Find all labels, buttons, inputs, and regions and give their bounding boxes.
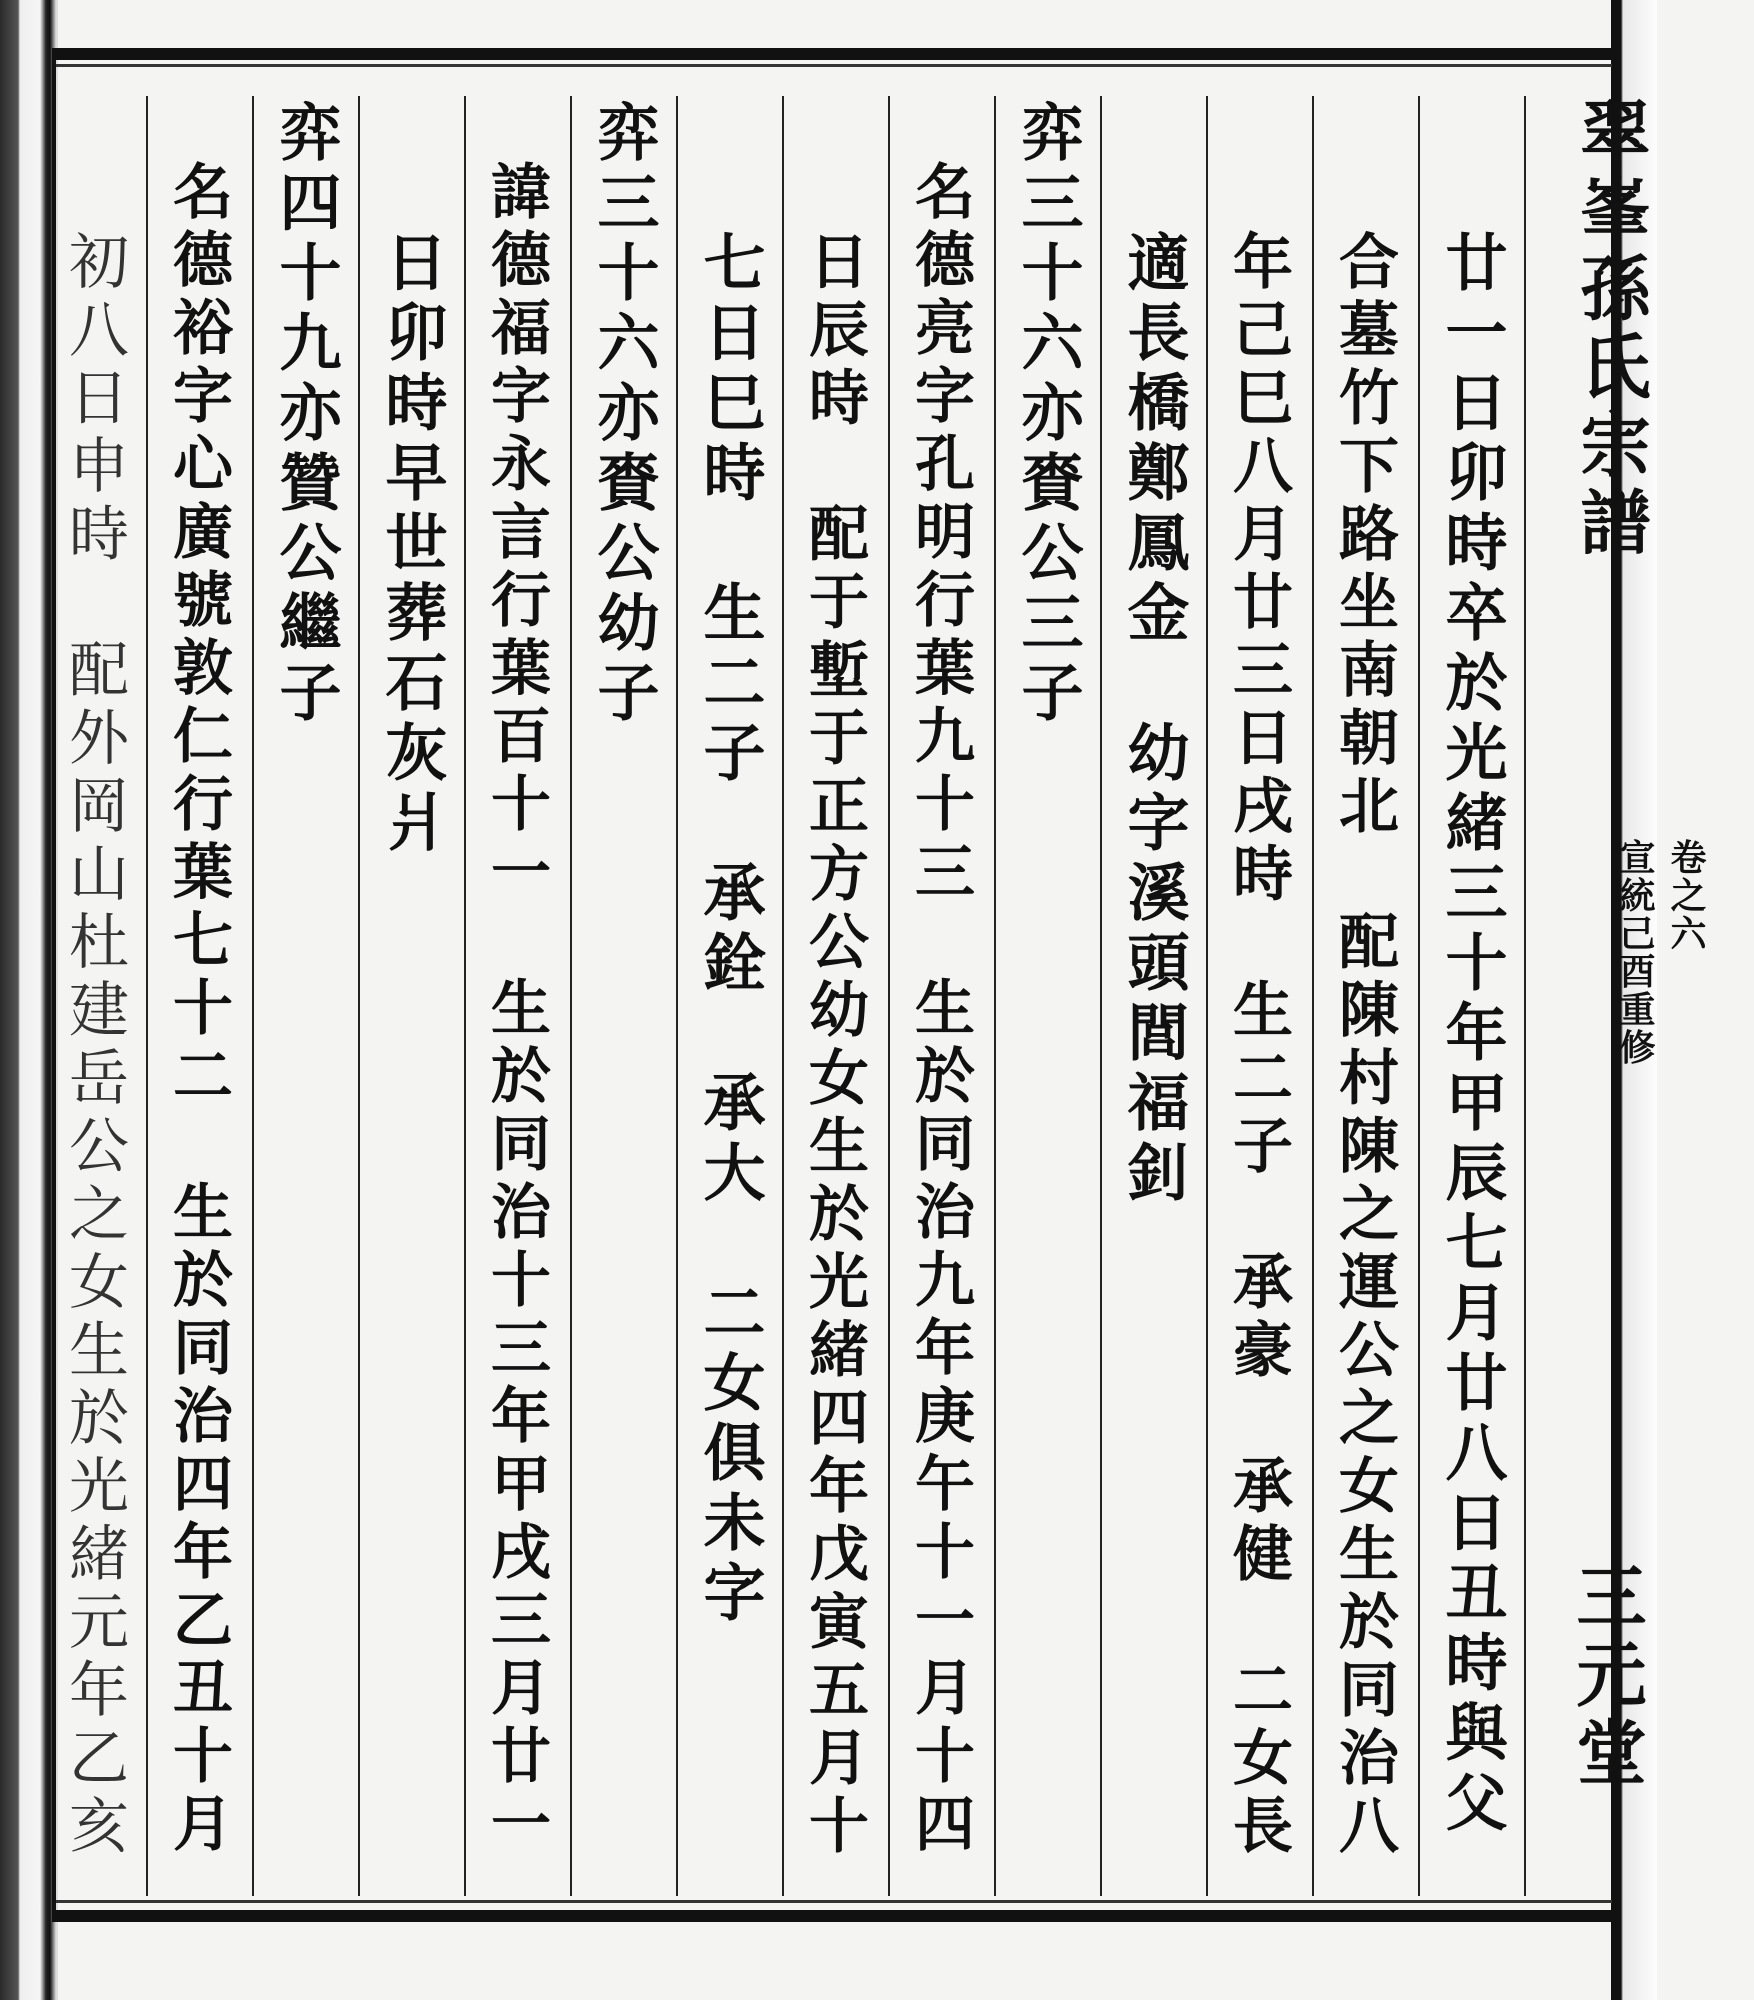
column-rule [146,96,148,1896]
column-rule [1312,96,1314,1896]
column-rule [1524,96,1526,1896]
left-page-edge [0,0,58,2000]
column-rule [994,96,996,1896]
text-column-13: 名德裕字心廣號敦仁行葉七十二 生於同治四年乙丑十月 [163,160,233,1860]
text-column-9: 弈三十六亦賚公幼子 [587,100,660,730]
text-column-2: 合墓竹下路坐南朝北 配陳村陳之運公之女生於同治八 [1329,230,1399,1862]
column-rule [676,96,678,1896]
bottom-border [52,1910,1612,1922]
text-column-12: 弈四十九亦贊公繼子 [269,100,342,730]
column-rule [1418,96,1420,1896]
text-column-6: 名德亮字孔明行葉九十三 生於同治九年庚午十一月十四 [905,160,975,1860]
left-border [52,48,56,1922]
text-column-5: 弈三十六亦賚公三子 [1011,100,1084,730]
bottom-border-inner [52,1900,1612,1903]
column-rule [1206,96,1208,1896]
text-column-7: 日辰時 配于塹于正方公幼女生於光緒四年戊寅五月十 [799,230,869,1862]
column-rule [1100,96,1102,1896]
column-rule [252,96,254,1896]
top-border-inner [52,64,1612,67]
text-column-3: 年己巳八月廿三日戌時 生二子 承豪 承健 二女長 [1223,230,1293,1862]
text-column-8: 七日巳時 生二子 承銓 承大 二女俱未字 [693,230,766,1630]
text-column-1: 廿一日卯時卒於光緒三十年甲辰七月廿八日丑時與父 [1435,230,1508,1840]
edition-label: 宣統己酉重修 [1614,838,1656,1067]
text-column-4: 適長橋鄭鳳金 幼字溪頭閭福釗 [1117,230,1190,1210]
text-column-10: 諱德福字永言行葉百十一 生於同治十三年甲戌三月廿一 [481,160,551,1860]
column-rule [888,96,890,1896]
book-title: 翠峯孫氏宗譜 [1569,96,1652,564]
text-column-11: 日卯時早世葬石灰爿 [375,230,448,860]
edition-note [1568,780,1754,1066]
text-column-14: 初八日申時 配外岡山杜建岳公之女生於光緒元年乙亥 [59,230,129,1862]
top-border [52,48,1612,60]
volume-label: 卷之六 [1665,838,1707,953]
column-rule [570,96,572,1896]
column-rule [358,96,360,1896]
column-rule [464,96,466,1896]
column-rule [782,96,784,1896]
hall-name: 三元堂 [1565,1560,1648,1794]
